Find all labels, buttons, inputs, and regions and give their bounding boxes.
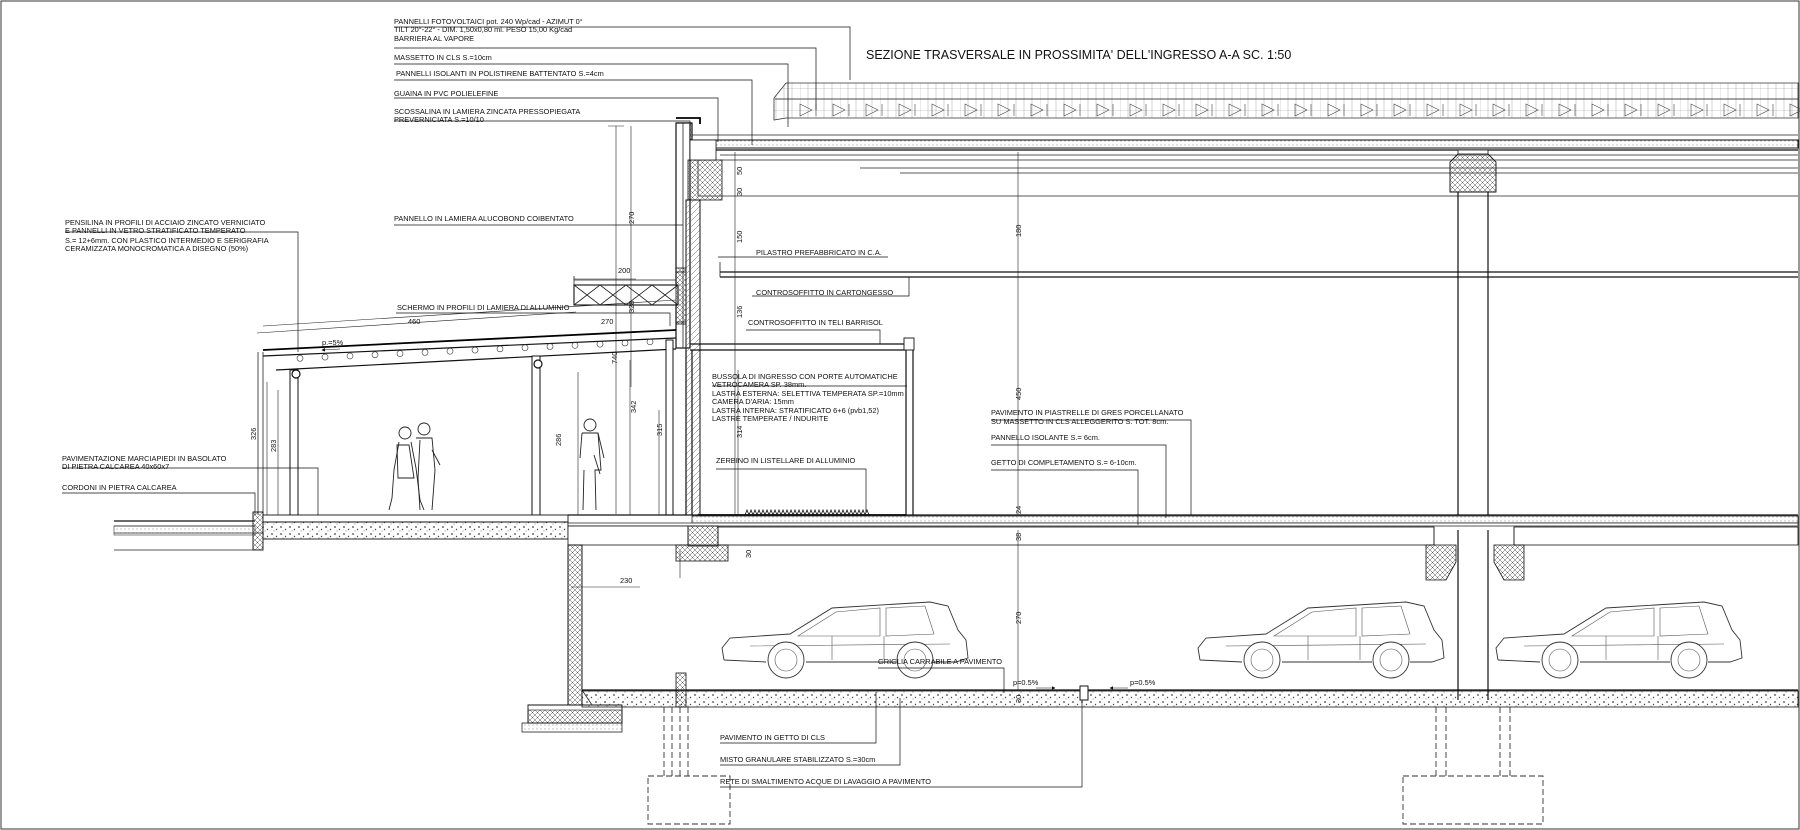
foundations xyxy=(648,707,1543,824)
dim-30a: 30 xyxy=(735,187,744,196)
label-canopy-2: E PANNELLI IN VETRO STRATIFICATO TEMPERATO xyxy=(65,226,246,235)
label-canopy-1: PENSILINA IN PROFILI DI ACCIAIO ZINCATO VERNICIATO xyxy=(65,218,266,227)
slope-floor-left: p=0.5% xyxy=(1013,678,1039,687)
dim-200: 200 xyxy=(618,266,631,275)
label-sidewalk-1: PAVIMENTAZIONE MARCIAPIEDI IN BASOLATO xyxy=(62,454,227,463)
label-topping: GETTO DI COMPLETAMENTO S.= 6-10cm. xyxy=(991,458,1137,467)
dim-460: 460 xyxy=(408,317,421,326)
label-pvc-membrane: GUAINA IN PVC POLIELEFINE xyxy=(394,89,499,98)
dim-230: 230 xyxy=(620,576,633,585)
label-vestibule-3: LASTRA ESTERNA: SELETTIVA TEMPERATA SP.=10mm xyxy=(712,389,904,398)
label-flashing-1: SCOSSALINA IN LAMIERA ZINCATA PRESSOPIEGATA xyxy=(394,107,581,116)
label-sidewalk-2: DI PIETRA CALCAREA 40x60x7 xyxy=(62,462,170,471)
dim-150: 150 xyxy=(735,230,744,243)
dim-328: 328 xyxy=(627,300,636,313)
basement-floor xyxy=(582,673,1798,707)
car-3 xyxy=(1496,602,1742,678)
label-drive-grid: GRIGLIA CARRABILE A PAVIMENTO xyxy=(878,657,1003,666)
label-vestibule-4: CAMERA D'ARIA: 15mm xyxy=(712,397,794,406)
label-concrete-floor: PAVIMENTO IN GETTO DI CLS xyxy=(720,733,825,742)
dim-286: 286 xyxy=(554,433,563,446)
car-1 xyxy=(722,602,968,678)
slope-canopy: p.=5% xyxy=(322,338,344,347)
dim-24: 24 xyxy=(1014,505,1023,514)
annotations xyxy=(62,17,1184,786)
label-curbs: CORDONI IN PIETRA CALCAREA xyxy=(62,483,177,492)
label-alucobond: PANNELLO IN LAMIERA ALUCOBOND COIBENTATO xyxy=(394,214,574,223)
slope-arrow-canopy xyxy=(322,349,340,350)
slope-floor-right: p=0.5% xyxy=(1130,678,1156,687)
label-barrisol: CONTROSOFFITTO IN TELI BARRISOL xyxy=(748,318,883,327)
dim-180: 180 xyxy=(1014,224,1023,237)
people-figures xyxy=(389,419,604,510)
dim-315: 315 xyxy=(655,423,664,436)
label-insulation-panels: PANNELLI ISOLANTI IN POLISTIRENE BATTENTATO S.=4cm xyxy=(396,69,604,78)
label-screen: SCHERMO IN PROFILI DI LAMIERA DI ALLUMINIO xyxy=(397,303,570,312)
label-vestibule-5: LASTRA INTERNA: STRATIFICATO 6+6 (pvb1,52) xyxy=(712,406,879,415)
label-canopy-4: CERAMIZZATA MONOCROMATICA A DISEGNO (50%) xyxy=(65,244,249,253)
dim-30b: 30 xyxy=(744,549,753,558)
label-plasterboard: CONTROSOFFITTO IN CARTONGESSO xyxy=(756,288,894,297)
dim-270c: 270 xyxy=(1014,611,1023,624)
dim-450: 450 xyxy=(1014,387,1023,400)
label-vapour-barrier: BARRIERA AL VAPORE xyxy=(394,34,475,43)
label-tiles-1: PAVIMENTO IN PIASTRELLE DI GRES PORCELLANATO xyxy=(991,408,1184,417)
car-2 xyxy=(1198,602,1444,678)
dim-270a: 270 xyxy=(627,211,636,224)
drawing-title: SEZIONE TRASVERSALE IN PROSSIMITA' DELL'INGRESSO A-A SC. 1:50 xyxy=(866,48,1292,62)
ground-floor-slab xyxy=(568,515,1798,580)
roof-slab xyxy=(692,135,1798,196)
label-drainage: RETE DI SMALTIMENTO ACQUE DI LAVAGGIO A PAVIMENTO xyxy=(720,777,931,786)
right-pillar xyxy=(1450,150,1496,700)
label-massetto: MASSETTO IN CLS S.=10cm xyxy=(394,53,492,62)
barrisol-ceiling xyxy=(690,338,914,350)
label-vestibule-2: VETROCAMERA SP. 38mm. xyxy=(712,380,807,389)
dim-30c: 30 xyxy=(1014,694,1023,703)
label-flashing-2: PREVERNICIATA S.=10/10 xyxy=(394,115,484,124)
label-doormat: ZERBINO IN LISTELLARE DI ALLUMINIO xyxy=(716,456,856,465)
dim-270b: 270 xyxy=(601,317,614,326)
plasterboard-ceiling xyxy=(720,262,1798,277)
dim-136: 136 xyxy=(735,305,744,318)
dim-740: 740 xyxy=(610,351,619,364)
label-canopy-3: S.= 12+6mm. CON PLASTICO INTERMEDIO E SERIGRAFIA xyxy=(65,236,269,245)
label-vestibule-1: BUSSOLA DI INGRESSO CON PORTE AUTOMATICHE xyxy=(712,372,898,381)
label-pillar: PILASTRO PREFABBRICATO IN C.A. xyxy=(756,248,882,257)
dim-342: 342 xyxy=(629,400,638,413)
label-pv-2: TILT 20°-22° - DIM. 1,50x0,80 ml. PESO 15,00 Kg/cad xyxy=(394,25,573,34)
dim-314: 314 xyxy=(735,425,744,438)
photovoltaic-panels xyxy=(774,83,1800,120)
street-sidewalk xyxy=(114,512,568,550)
aluminium-screen xyxy=(574,272,686,322)
label-pv-1: PANNELLI FOTOVOLTAICI pot. 240 Wp/cad - AZIMUT 0° xyxy=(394,17,583,26)
label-granular-fill: MISTO GRANULARE STABILIZZATO S.=30cm xyxy=(720,755,876,764)
label-tiles-2: SU MASSETTO IN CLS ALLEGGERITO S. TOT. 8cm. xyxy=(991,417,1169,426)
dim-38: 38 xyxy=(1014,532,1023,541)
dim-326: 326 xyxy=(249,427,258,440)
dim-50: 50 xyxy=(735,166,744,175)
label-vestibule-6: LASTRE TEMPERATE / INDURITE xyxy=(712,414,829,423)
label-insulating-panel: PANNELLO ISOLANTE S.= 6cm. xyxy=(991,433,1100,442)
dim-283: 283 xyxy=(269,439,278,452)
